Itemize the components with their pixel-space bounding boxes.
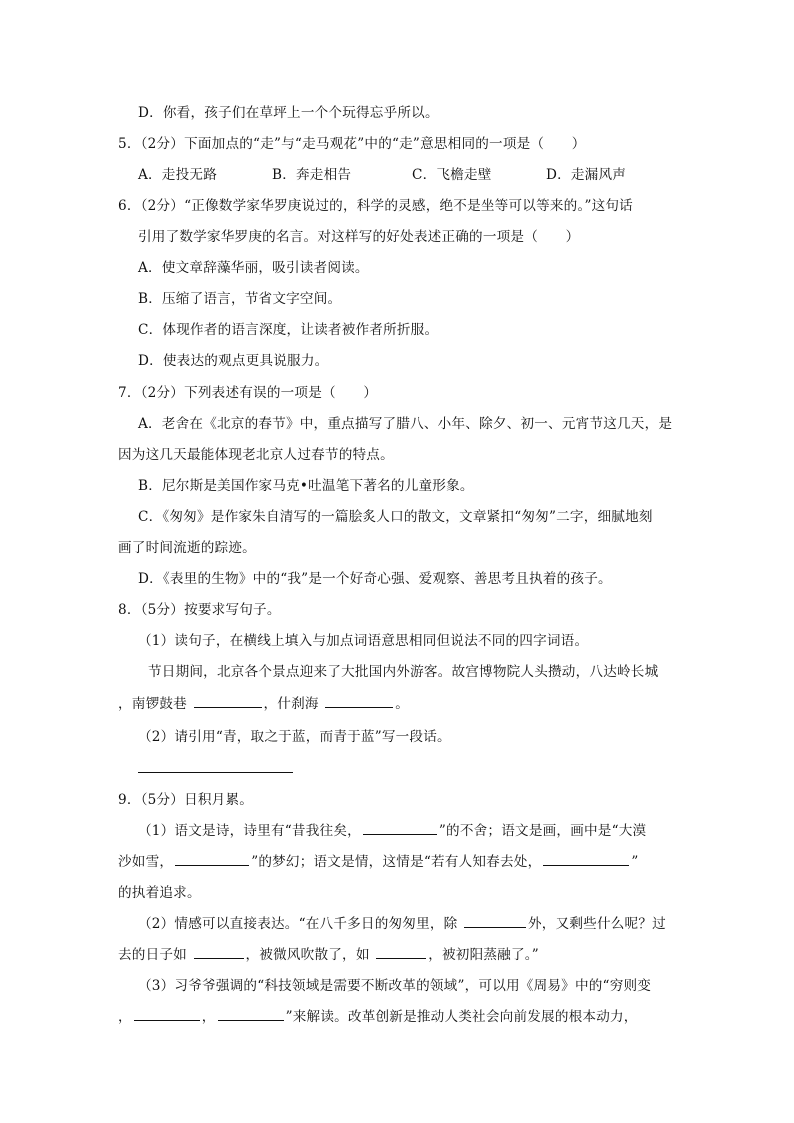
q9-p2-text-b: 外，又剩些什么呢？过 bbox=[528, 916, 666, 932]
q9-p3-text-a: ， bbox=[118, 1009, 132, 1025]
q9-blank-7[interactable] bbox=[134, 1007, 200, 1021]
q8-blank-2[interactable] bbox=[325, 694, 393, 708]
q9-blank-8[interactable] bbox=[218, 1007, 284, 1021]
q8-passage-text-a: ，南锣鼓巷 bbox=[118, 696, 187, 712]
q5-stem: 5．（2分）下面加点的“走”与“走马观花”中的“走”意思相同的一项是（ ） bbox=[118, 136, 586, 152]
q8-stem: 8．（5分）按要求写句子。 bbox=[118, 602, 281, 618]
q7-option-c-line2: 画了时间流逝的踪迹。 bbox=[118, 540, 256, 556]
q9-blank-5[interactable] bbox=[194, 945, 244, 959]
q9-p2-line1 bbox=[138, 914, 666, 934]
q9-p3-text-c: ”来解读。改革创新是推动人类社会向前发展的根本动力， bbox=[285, 1009, 638, 1025]
q8-passage-text-b: ，什刹海 bbox=[263, 696, 319, 712]
q7-stem: 7．（2分）下列表述有误的一项是（ ） bbox=[118, 385, 378, 401]
q7-option-a-line1: A．老舍在《北京的春节》中，重点描写了腊八、小年、除夕、初一、元宵节这几天，是 bbox=[138, 416, 673, 432]
q8-passage-line1: 节日期间，北京各个景点迎来了大批国内外游客。故宫博物院人头攒动，八达岭长城 bbox=[148, 664, 659, 680]
q7-option-a-line2: 因为这几天最能体现老北京人过春节的特点。 bbox=[118, 447, 394, 463]
q8-blank-1[interactable] bbox=[194, 694, 262, 708]
q6-option-b: B．压缩了语言，节省文字空间。 bbox=[138, 291, 342, 307]
q9-p3-line2 bbox=[118, 1007, 638, 1027]
q9-p1-line3: 的执着追求。 bbox=[118, 885, 201, 901]
q6-option-a: A．使文章辞藻华丽，吸引读者阅读。 bbox=[138, 260, 369, 276]
q9-p3-line1: （3）习爷爷强调的“科技领域是需要不断改革的领域”，可以用《周易》中的“穷则变 bbox=[138, 978, 652, 994]
q9-blank-3[interactable] bbox=[543, 852, 629, 866]
q9-stem: 9．（5分）日积月累。 bbox=[118, 792, 254, 808]
q9-blank-1[interactable] bbox=[363, 821, 437, 835]
q8-part1: （1）读句子，在横线上填入与加点词语意思相同但说法不同的四字词语。 bbox=[138, 633, 589, 649]
q6-option-c: C．体现作者的语言深度，让读者被作者所折服。 bbox=[138, 322, 439, 338]
q9-p1-text-e: ” bbox=[631, 854, 639, 870]
q5-option-c: C．飞檐走壁 bbox=[412, 167, 492, 183]
q5-option-d: D．走漏风声 bbox=[546, 167, 627, 183]
q9-p3-text-b: ， bbox=[201, 1009, 216, 1025]
q8-answer-line[interactable] bbox=[138, 771, 293, 773]
q9-blank-2[interactable] bbox=[175, 852, 249, 866]
q9-p1-text-c: 沙如雪， bbox=[118, 854, 174, 870]
q9-p1-line2 bbox=[118, 852, 639, 872]
q9-p2-text-a: （2）情感可以直接表达。“在八千多日的匆匆里，除 bbox=[138, 916, 458, 932]
q8-passage-line2 bbox=[118, 694, 409, 714]
q6-stem-line1: 6．（2分）“正像数学家华罗庚说过的，科学的灵感，绝不是坐等可以等来的。”这句话 bbox=[118, 198, 633, 214]
q6-option-d: D．使表达的观点更具说服力。 bbox=[138, 353, 329, 369]
q7-option-d: D．《表里的生物》中的“我”是一个好奇心强、爱观察、善思考且执着的孩子。 bbox=[138, 571, 612, 587]
q5-option-a: A．走投无路 bbox=[138, 167, 217, 183]
q5-option-b: B．奔走相告 bbox=[272, 167, 352, 183]
q7-option-b: B．尼尔斯是美国作家马克•吐温笔下著名的儿童形象。 bbox=[138, 478, 474, 494]
q9-blank-4[interactable] bbox=[464, 914, 526, 928]
q9-p2-text-d: ，被微风吹散了，如 bbox=[245, 947, 370, 963]
q6-stem-line2: 引用了数学家华罗庚的名言。对这样写的好处表述正确的一项是（ ） bbox=[138, 229, 580, 245]
q9-p2-line2 bbox=[118, 945, 539, 965]
q9-p1-text-b: ”的不舍；语文是画，画中是“大漠 bbox=[438, 823, 647, 839]
q8-part2: （2）请引用“青，取之于蓝，而青于蓝”写一段话。 bbox=[138, 729, 451, 745]
q7-option-c-line1: C．《匆匆》是作家朱自清写的一篇脍炙人口的散文，文章紧扣“匆匆”二字，细腻地刻 bbox=[138, 509, 653, 525]
q4-option-d: D．你看，孩子们在草坪上一个个玩得忘乎所以。 bbox=[138, 105, 439, 121]
q9-p1-text-d: ”的梦幻；语文是情，这情是“若有人知春去处， bbox=[251, 854, 542, 870]
q9-p2-text-c: 去的日子如 bbox=[118, 947, 187, 963]
q9-p1-line1 bbox=[138, 821, 646, 841]
q9-p2-text-e: ，被初阳蒸融了。” bbox=[428, 947, 539, 963]
q9-blank-6[interactable] bbox=[376, 945, 426, 959]
q9-p1-text-a: （1）语文是诗，诗里有“昔我往矣， bbox=[138, 823, 361, 839]
q8-passage-text-c: 。 bbox=[395, 696, 410, 712]
